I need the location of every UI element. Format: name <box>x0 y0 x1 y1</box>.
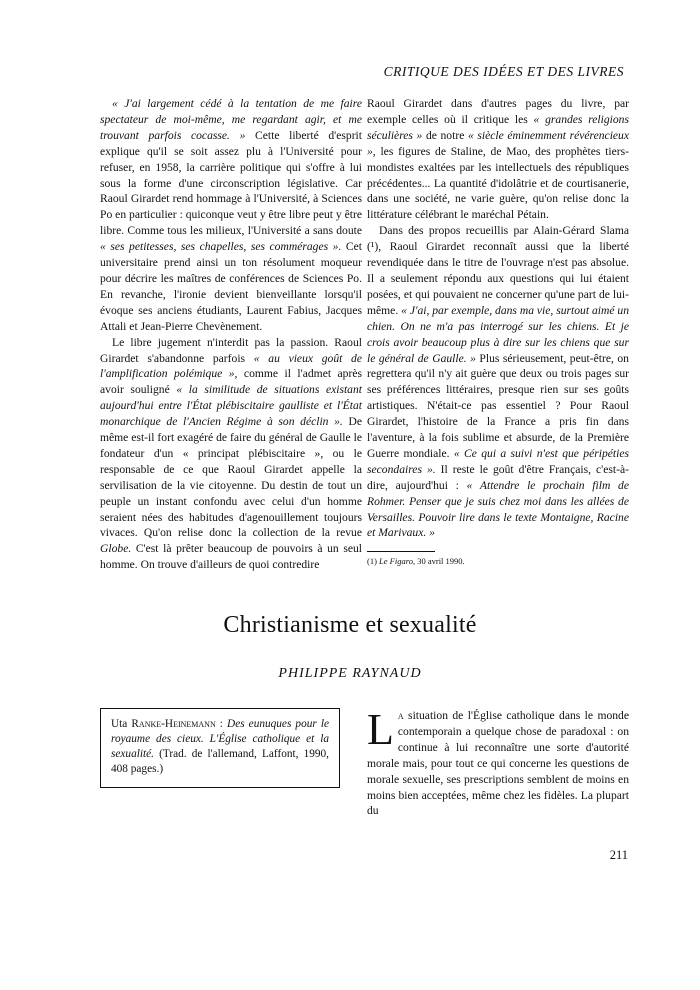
drop-cap-rest: a <box>397 709 404 722</box>
running-head: CRITIQUE DES IDÉES ET DES LIVRES <box>383 64 624 79</box>
right-column-paragraph <box>367 223 629 541</box>
footnote-source: Le Figaro <box>379 556 413 567</box>
right-column-paragraph-text: « Attendre le prochain film de Rohmer. Penser que je suis chez moi dans les allées de Versailles. Pouvoir lire dans le texte Montaigne, Racine et Marivaux. » <box>367 478 629 540</box>
article-author: PHILIPPE RAYNAUD <box>278 666 422 681</box>
right-column-paragraph-text: Plus sérieusement, peut-être, on regrettera qu'il n'y ait guère que deux ou trois pages sur ses préférences littéraires, presque rien sur ses goûts artistiques. N'était-ce pas essentiel ? Pour Raoul Girardet, l'histoire de la France a pris fin dans l'aventure, à la fois sublime et absurde, de la Première Guerre mondiale. <box>367 351 629 460</box>
left-column-paragraph-text: C'est là prêter beaucoup de pouvoirs à un seul homme. On trouve d'ailleurs de quoi contredire <box>100 542 362 572</box>
left-column-paragraph-text: Cette liberté d'esprit explique qu'il se soit assez plu à l'Université pour refuser, en 1958, la carrière politique qui s'offre à lui sous la forme d'une circonscription législative. Car Raoul Girardet rend hommage à l'Université, à Sciences Po en particulier : quiconque veut y être libre peut y être libre. Comme tous les milieux, l'Université a sans doute <box>100 128 362 238</box>
left-column <box>100 96 362 573</box>
left-column-paragraph <box>100 335 362 574</box>
right-column-paragraph-text: de notre <box>422 128 468 142</box>
left-column-paragraph-text: « J'ai largement cédé à la tentation de me faire spectateur de moi-même, me regardant agir, et me trouvant parfois cocasse. » <box>100 97 362 142</box>
book-reference-box <box>100 708 340 788</box>
right-column-paragraph-text: « grandes religions séculières » <box>367 112 629 142</box>
left-column-paragraph-text: Cet universitaire prend ainsi un ton résolument moqueur pour décrire les maîtres de conférences de Sciences Po. En revanche, l'ironie devient bienveillante lorsqu'il évoque ses anciens étudiants, Laurent Fabius, Jacques Attali et Jean-Pierre Chevènement. <box>100 240 362 333</box>
intro-text: situation de l'Église catholique dans le monde contemporain a quelque chose de paradoxal : on continue à lui reconnaître une sorte d'autorité morale mais, pour tout ce qui concerne les questions de morale sexuelle, ses prescriptions semblent de moins en moins bien acceptées, même chez les fidèles. La plupart du <box>367 709 629 818</box>
left-column-paragraph-text: Globe. <box>100 542 132 556</box>
right-column-paragraph-text: « Ce qui a suivi n'est que péripéties secondaires ». <box>367 446 629 476</box>
left-column-paragraph-text: « au vieux goût de l'amplification polémique », <box>100 351 362 381</box>
book-author-first: Uta <box>111 718 132 730</box>
footnote-prefix: (1) <box>367 556 380 567</box>
book-sep: : <box>215 718 228 730</box>
right-column <box>367 96 629 567</box>
book-author-last: Ranke-Heinemann <box>131 718 216 730</box>
right-column-paragraph <box>367 96 629 223</box>
right-column-paragraph-text: Dans des propos recueillis par Alain-Gérard Slama (¹), Raoul Girardet reconnaît aussi que la liberté revendiquée dans le titre de l'ouvrage n'est pas absolue. Il a seulement répondu aux questions qui lui étaient posées, et qui pouvaient ne concerner qu'une part de lui-même. <box>367 224 629 317</box>
right-column-paragraph-text: « siècle éminemment révérencieux », <box>367 128 630 158</box>
article-title: Christianisme et sexualité <box>223 612 477 638</box>
left-column-paragraph-text: « la similitude de situations existant aujourd'hui entre l'État plébiscitaire gaulliste et l'État monarchique de l'Ancien Régime à son déclin ». <box>100 383 363 429</box>
book-details: (Trad. de l'allemand, Laffont, 1990, 408 pages.) <box>111 748 329 775</box>
left-column-paragraph-text: comme il l'admet après avoir souligné <box>100 367 362 397</box>
right-column-paragraph-text: « J'ai, par exemple, dans ma vie, surtout aimé un chien. On ne m'a pas interrogé sur les chiens. Et je crois avoir beaucoup plus à dire sur les chiens que sur le général de Gaulle. » <box>367 303 629 365</box>
left-column-paragraph <box>100 96 362 335</box>
drop-cap: L <box>367 705 394 754</box>
footnote-rest: , 30 avril 1990. <box>412 556 465 567</box>
article-intro <box>367 705 629 819</box>
right-column-paragraph-text: Raoul Girardet dans d'autres pages du livre, par exemple celles où il critique les <box>367 97 629 126</box>
page-number: 211 <box>609 848 628 862</box>
book-title: Des eunuques pour le royaume des cieux. L'Église catholique et la sexualité. <box>111 718 329 760</box>
right-column-paragraph-text: Il reste le goût d'être Français, c'est-à-dire, aujourd'hui : <box>367 462 630 492</box>
left-column-paragraph-text: De même est-il fort exagéré de faire du général de Gaulle le fondateur d'un « principat plébiscitaire », ou le responsable de ce que Raoul Girardet appelle la servilisation de la vie citoyenne. Du destin de tout un peuple un instant confondu avec celui d'un homme seraient nées des habitudes d'agenouillement toujours vivaces. Qu'on relise donc la collection de la revue <box>100 415 362 540</box>
footnote-rule <box>367 551 435 552</box>
footnote <box>367 556 629 567</box>
left-column-paragraph-text: « ses petitesses, ses chapelles, ses commérages ». <box>100 240 342 254</box>
right-column-paragraph-text: les figures de Staline, de Mao, des prophètes tiers-mondistes exaltées par les intellectuels des républiques précédentes... La quantité d'idolâtrie et de courtisanerie, dans une société, ne varie guère, qu'on relise donc la littérature célébrant le maréchal Pétain. <box>367 144 629 222</box>
left-column-paragraph-text: Le libre jugement n'interdit pas la passion. Raoul Girardet s'abandonne parfois <box>100 335 362 365</box>
